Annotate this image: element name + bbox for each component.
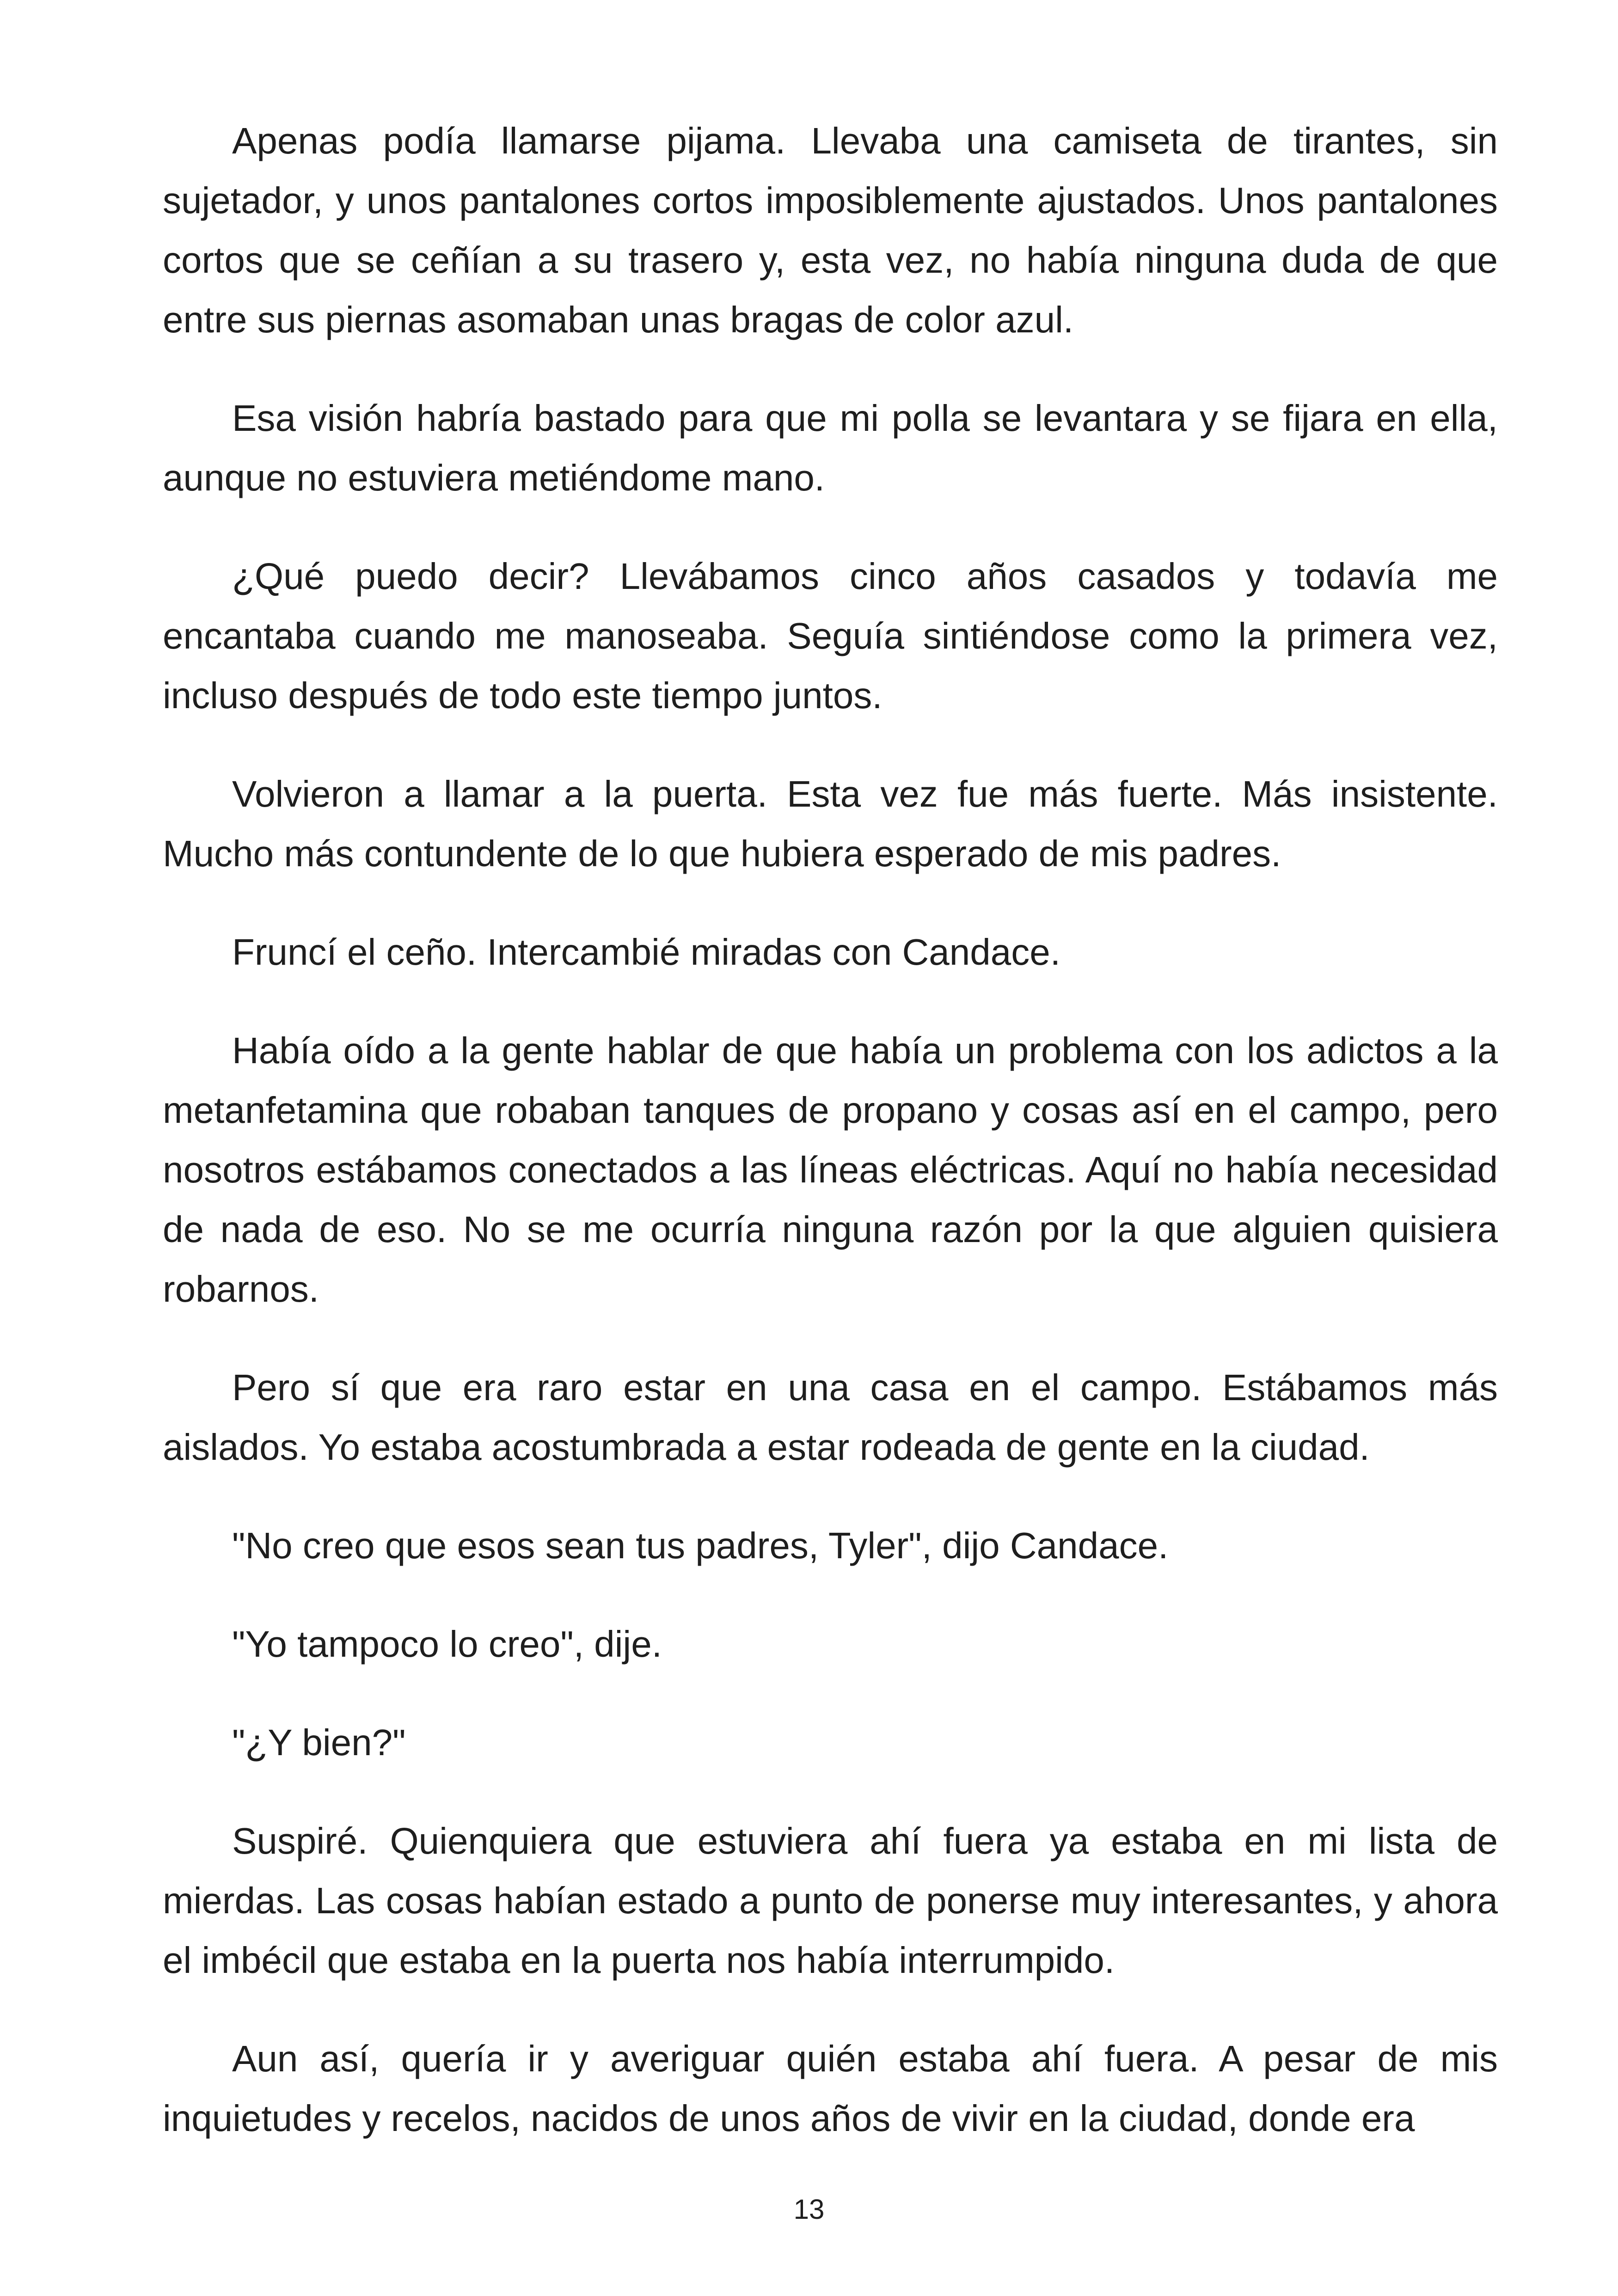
- paragraph-6: Había oído a la gente hablar de que había un problema con los adictos a la metanfetamina que robaban tanques de propano y cosas así en el campo, pero nosotros estábamos conectados a las líneas eléctricas. Aquí no había necesidad de nada de eso. No se me ocurría ninguna razón por la que alguien quisiera robarnos.: [163, 1030, 1498, 1310]
- paragraph-3: ¿Qué puedo decir? Llevábamos cinco años casados y todavía me encantaba cuando me manoseaba. Seguía sintiéndose como la primera vez, incluso después de todo este tiempo juntos.: [163, 556, 1498, 716]
- paragraph-10: "¿Y bien?": [232, 1722, 406, 1763]
- paragraph-9: "Yo tampoco lo creo", dije.: [232, 1623, 662, 1665]
- paragraph-5: Fruncí el ceño. Intercambié miradas con Candace.: [232, 931, 1060, 973]
- paragraph-8: "No creo que esos sean tus padres, Tyler", dijo Candace.: [232, 1525, 1169, 1566]
- paragraph-12: Aun así, quería ir y averiguar quién estaba ahí fuera. A pesar de mis inquietudes y recelos, nacidos de unos años de vivir en la ciudad, donde era: [163, 2038, 1498, 2139]
- paragraph-7: Pero sí que era raro estar en una casa en el campo. Estábamos más aislados. Yo estaba acostumbrada a estar rodeada de gente en la ciudad.: [163, 1367, 1498, 1468]
- paragraph-2: Esa visión habría bastado para que mi polla se levantara y se fijara en ella, aunque no estuviera metiéndome mano.: [163, 398, 1498, 498]
- paragraph-1: Apenas podía llamarse pijama. Llevaba una camiseta de tirantes, sin sujetador, y unos pantalones cortos imposiblemente ajustados. Unos pantalones cortos que se ceñían a su trasero y, esta vez, no había ninguna duda de que entre sus piernas asomaban unas bragas de color azul.: [163, 120, 1498, 340]
- paragraph-4: Volvieron a llamar a la puerta. Esta vez fue más fuerte. Más insistente. Mucho más contundente de lo que hubiera esperado de mis padres.: [163, 773, 1498, 874]
- body-text: [163, 111, 1498, 2187]
- paragraph-11: Suspiré. Quienquiera que estuviera ahí fuera ya estaba en mi lista de mierdas. Las cosas habían estado a punto de ponerse muy interesantes, y ahora el imbécil que estaba en la puerta nos había interrumpido.: [163, 1820, 1498, 1981]
- page-number: 13: [793, 2194, 825, 2225]
